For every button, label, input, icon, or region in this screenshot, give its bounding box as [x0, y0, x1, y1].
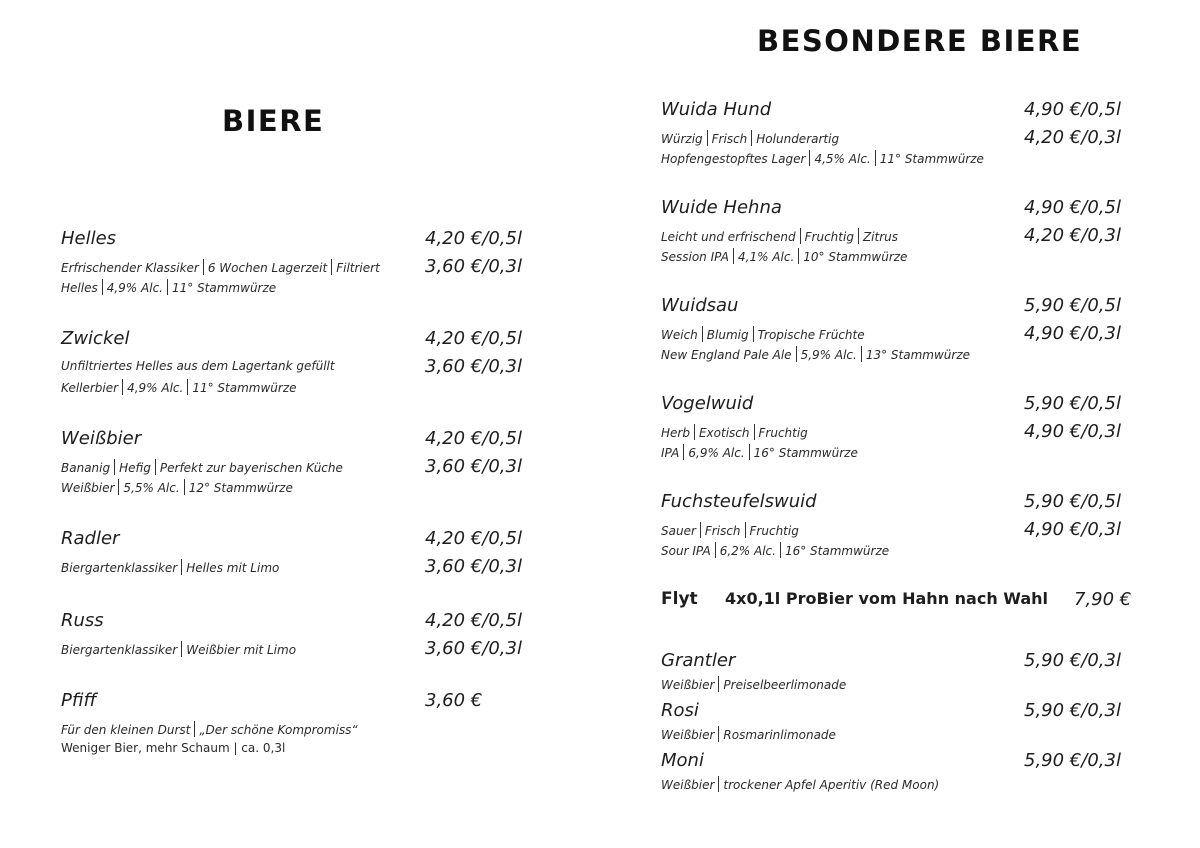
description-part: Fruchtig: [804, 230, 854, 244]
separator-bar: [718, 726, 719, 742]
description-part: 11° Stammwürze: [879, 152, 984, 166]
separator-bar: [715, 542, 716, 558]
price-large: 4,90 €/0,5l: [1024, 99, 1121, 120]
description-part: 11° Stammwürze: [171, 281, 277, 295]
description-part: „Der schöne Kompromiss“: [199, 723, 358, 737]
price-large: 4,20 €/0,5l: [425, 428, 522, 449]
description-part: trockener Apfel Aperitiv (Red Moon): [723, 778, 940, 792]
item-name: Radler: [61, 528, 120, 549]
description-part: Hefig: [119, 461, 151, 475]
item-name: Wuide Hehna: [661, 197, 782, 218]
description-part: Sour IPA: [661, 544, 711, 558]
price-small: 4,90 €/0,3l: [1024, 519, 1121, 540]
description-part: 4,5% Alc.: [814, 152, 871, 166]
description-line: [661, 776, 939, 792]
item-name: Fuchsteufelswuid: [661, 491, 817, 512]
separator-bar: [118, 479, 119, 495]
description-part: Leicht und erfrischend: [661, 230, 796, 244]
description-part: Weich: [661, 328, 698, 342]
item-name: Rosi: [661, 700, 699, 721]
description-line: [661, 346, 970, 362]
item-name: Weißbier: [61, 428, 142, 449]
description-line: [661, 424, 808, 440]
description-part: Biergartenklassiker: [61, 561, 178, 575]
description-part: Zitrus: [862, 230, 899, 244]
price-small: 3,60 €/0,3l: [425, 456, 522, 477]
separator-bar: [102, 279, 103, 295]
separator-bar: [796, 346, 797, 362]
separator-bar: [700, 522, 701, 538]
description-part: New England Pale Ale: [661, 348, 792, 362]
price-small: 4,90 €/0,3l: [1024, 421, 1121, 442]
description-part: Weißbier mit Limo: [186, 643, 297, 657]
price-large: 4,90 €/0,5l: [1024, 197, 1121, 218]
description-line: [61, 359, 335, 373]
flyt-label: Flyt: [661, 589, 698, 609]
separator-bar: [800, 228, 801, 244]
separator-bar: [754, 424, 755, 440]
separator-bar: [331, 259, 332, 275]
description-part: 5,9% Alc.: [800, 348, 857, 362]
description-line: [661, 522, 799, 538]
price-large: 4,20 €/0,5l: [425, 528, 522, 549]
separator-bar: [181, 641, 182, 657]
item-name: Zwickel: [61, 328, 130, 349]
description-part: 12° Stammwürze: [188, 481, 293, 495]
separator-bar: [875, 150, 876, 166]
description-part: 16° Stammwürze: [784, 544, 890, 558]
description-part: Holunderartig: [756, 132, 840, 146]
description-line: [61, 459, 343, 475]
price-small: 4,90 €/0,3l: [1024, 323, 1121, 344]
item-name: Russ: [61, 610, 104, 631]
price-small: 3,60 €/0,3l: [425, 256, 522, 277]
separator-bar: [114, 459, 115, 475]
description-part: Unfiltriertes Helles aus dem Lagertank gefüllt: [61, 359, 335, 373]
description-part: Fruchtig: [758, 426, 808, 440]
item-name: Wuidsau: [661, 295, 739, 316]
flyt-offer: [661, 589, 1141, 613]
price-large: 4,20 €/0,5l: [425, 610, 522, 631]
description-line: [661, 676, 846, 692]
item-name: Helles: [61, 228, 117, 249]
separator-bar: [181, 559, 182, 575]
description-line: [661, 130, 839, 146]
description-part: 4,9% Alc.: [106, 281, 163, 295]
price-small: 5,90 €/0,3l: [1024, 650, 1121, 671]
price-small: 4,20 €/0,3l: [1024, 225, 1121, 246]
description-line: [661, 150, 984, 166]
separator-bar: [798, 248, 799, 264]
description-line: [61, 259, 380, 275]
description-part: Herb: [661, 426, 690, 440]
description-part: Hopfengestopftes Lager: [661, 152, 806, 166]
item-name: Moni: [661, 750, 704, 771]
separator-bar: [167, 279, 168, 295]
price-small: 5,90 €/0,3l: [1024, 750, 1121, 771]
separator-bar: [694, 424, 695, 440]
description-line: [661, 228, 898, 244]
description-part: Frisch: [711, 132, 748, 146]
description-part: 13° Stammwürze: [865, 348, 971, 362]
description-line: [61, 279, 276, 295]
separator-bar: [733, 248, 734, 264]
separator-bar: [187, 379, 188, 395]
description-part: Frisch: [704, 524, 741, 538]
price-small: 3,60 €/0,3l: [425, 556, 522, 577]
page-title-besondere-biere: BESONDERE BIERE: [757, 24, 1083, 58]
separator-bar: [707, 130, 708, 146]
flyt-description: 4x0,1l ProBier vom Hahn nach Wahl: [725, 589, 1049, 608]
separator-bar: [718, 676, 719, 692]
description-part: Erfrischender Klassiker: [61, 261, 199, 275]
description-part: Weißbier: [661, 778, 715, 792]
description-part: 11° Stammwürze: [192, 381, 297, 395]
description-line: [661, 542, 889, 558]
description-line: [661, 326, 865, 342]
separator-bar: [751, 130, 752, 146]
description-part: 6,9% Alc.: [688, 446, 745, 460]
description-part: Tropische Früchte: [757, 328, 865, 342]
description-line: [61, 559, 279, 575]
price-small: 4,20 €/0,3l: [1024, 127, 1121, 148]
description-part: Kellerbier: [61, 381, 119, 395]
description-line: [61, 379, 297, 395]
description-line: [61, 721, 358, 737]
separator-bar: [194, 721, 195, 737]
description-part: Exotisch: [698, 426, 750, 440]
description-part: 4,9% Alc.: [127, 381, 184, 395]
separator-bar: [122, 379, 123, 395]
description-part: Weißbier: [661, 678, 715, 692]
description-part: Session IPA: [661, 250, 729, 264]
description-part: Bananig: [61, 461, 111, 475]
flyt-price: 7,90 €: [1074, 589, 1132, 610]
description-part: 4,1% Alc.: [738, 250, 795, 264]
item-name: Wuida Hund: [661, 99, 772, 120]
separator-bar: [809, 150, 810, 166]
price-large: 5,90 €/0,5l: [1024, 295, 1121, 316]
price-large: 4,20 €/0,5l: [425, 228, 522, 249]
description-line: [61, 479, 293, 495]
description-part: Helles mit Limo: [186, 561, 280, 575]
price-large: 5,90 €/0,5l: [1024, 393, 1121, 414]
description-part: Sauer: [661, 524, 696, 538]
description-part: Helles: [61, 281, 98, 295]
price-small: 5,90 €/0,3l: [1024, 700, 1121, 721]
page-title-biere: BIERE: [222, 104, 325, 138]
separator-bar: [745, 522, 746, 538]
separator-bar: [749, 444, 750, 460]
description-part: 5,5% Alc.: [123, 481, 180, 495]
separator-bar: [718, 776, 719, 792]
description-part: Preiselbeerlimonade: [723, 678, 847, 692]
separator-bar: [780, 542, 781, 558]
description-line: [661, 726, 836, 742]
separator-bar: [861, 346, 862, 362]
description-part: Weißbier: [61, 481, 115, 495]
description-part: IPA: [661, 446, 680, 460]
description-line: [661, 248, 907, 264]
price-large: 5,90 €/0,5l: [1024, 491, 1121, 512]
price-large: 4,20 €/0,5l: [425, 328, 522, 349]
description-line: Weniger Bier, mehr Schaum | ca. 0,3l: [61, 741, 286, 755]
price-large: 3,60 €: [425, 690, 483, 711]
description-part: Für den kleinen Durst: [61, 723, 191, 737]
item-name: Grantler: [661, 650, 736, 671]
description-line: [661, 444, 858, 460]
item-name: Pfiff: [61, 690, 97, 711]
separator-bar: [184, 479, 185, 495]
description-part: Würzig: [661, 132, 703, 146]
description-part: Filtriert: [336, 261, 380, 275]
separator-bar: [858, 228, 859, 244]
separator-bar: [753, 326, 754, 342]
item-name: Vogelwuid: [661, 393, 754, 414]
description-line: [61, 641, 296, 657]
separator-bar: [155, 459, 156, 475]
description-part: Weißbier: [661, 728, 715, 742]
description-part: Biergartenklassiker: [61, 643, 178, 657]
price-small: 3,60 €/0,3l: [425, 638, 522, 659]
price-small: 3,60 €/0,3l: [425, 356, 522, 377]
separator-bar: [683, 444, 684, 460]
description-part: 16° Stammwürze: [753, 446, 858, 460]
description-part: Rosmarinlimonade: [723, 728, 836, 742]
description-part: Perfekt zur bayerischen Küche: [159, 461, 343, 475]
description-part: 10° Stammwürze: [803, 250, 908, 264]
separator-bar: [203, 259, 204, 275]
description-part: 6 Wochen Lagerzeit: [207, 261, 328, 275]
separator-bar: [702, 326, 703, 342]
description-part: Fruchtig: [749, 524, 799, 538]
description-part: Blumig: [706, 328, 749, 342]
description-part: 6,2% Alc.: [719, 544, 776, 558]
